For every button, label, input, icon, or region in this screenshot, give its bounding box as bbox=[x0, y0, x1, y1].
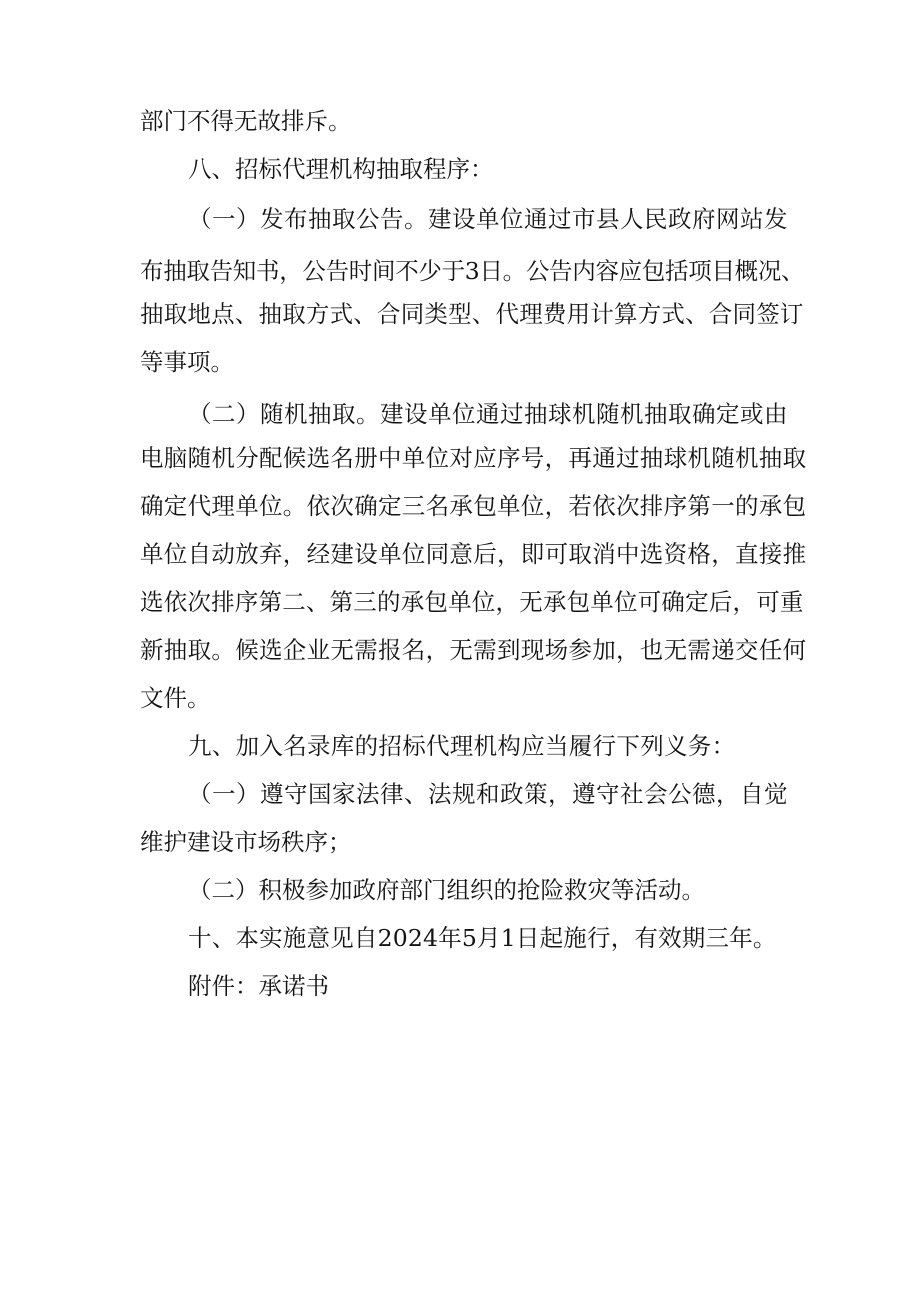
section-heading-9: 九、加入名录库的招标代理机构应当履行下列义务： bbox=[188, 732, 736, 760]
paragraph-line: 抽取地点、抽取方式、合同类型、代理费用计算方式、合同签订 bbox=[140, 300, 804, 328]
section-heading-10: 十、本实施意见自2024年5月1日起施行，有效期三年。 bbox=[188, 924, 777, 952]
paragraph-line: 部门不得无故排斥。 bbox=[140, 107, 352, 135]
paragraph-line: 电脑随机分配候选名册中单位对应序号，再通过抽球机随机抽取 bbox=[140, 444, 807, 472]
paragraph-line: （一）发布抽取公告。建设单位通过市县人民政府网站发 bbox=[188, 205, 788, 233]
section-heading-8: 八、招标代理机构抽取程序： bbox=[188, 155, 494, 183]
paragraph-line: 选依次排序第二、第三的承包单位，无承包单位可确定后，可重 bbox=[140, 588, 804, 616]
paragraph-line: 布抽取告知书，公告时间不少于3日。公告内容应包括项目概况、 bbox=[140, 257, 805, 285]
paragraph-line: 确定代理单位。依次确定三名承包单位，若依次排序第一的承包 bbox=[140, 492, 807, 520]
paragraph-line: 等事项。 bbox=[140, 348, 234, 376]
paragraph-line: （二）积极参加政府部门组织的抢险救灾等活动。 bbox=[188, 876, 705, 904]
paragraph-line: 单位自动放弃，经建设单位同意后，即可取消中选资格，直接推 bbox=[140, 540, 807, 568]
paragraph-line: 新抽取。候选企业无需报名，无需到现场参加，也无需递交任何 bbox=[140, 636, 807, 664]
paragraph-line: （二）随机抽取。建设单位通过抽球机随机抽取确定或由 bbox=[188, 400, 788, 428]
attachment-line: 附件：承诺书 bbox=[188, 972, 329, 1000]
paragraph-line: （一）遵守国家法律、法规和政策，遵守社会公德，自觉 bbox=[188, 780, 788, 808]
paragraph-line: 维护建设市场秩序； bbox=[140, 828, 352, 856]
paragraph-line: 文件。 bbox=[140, 684, 211, 712]
